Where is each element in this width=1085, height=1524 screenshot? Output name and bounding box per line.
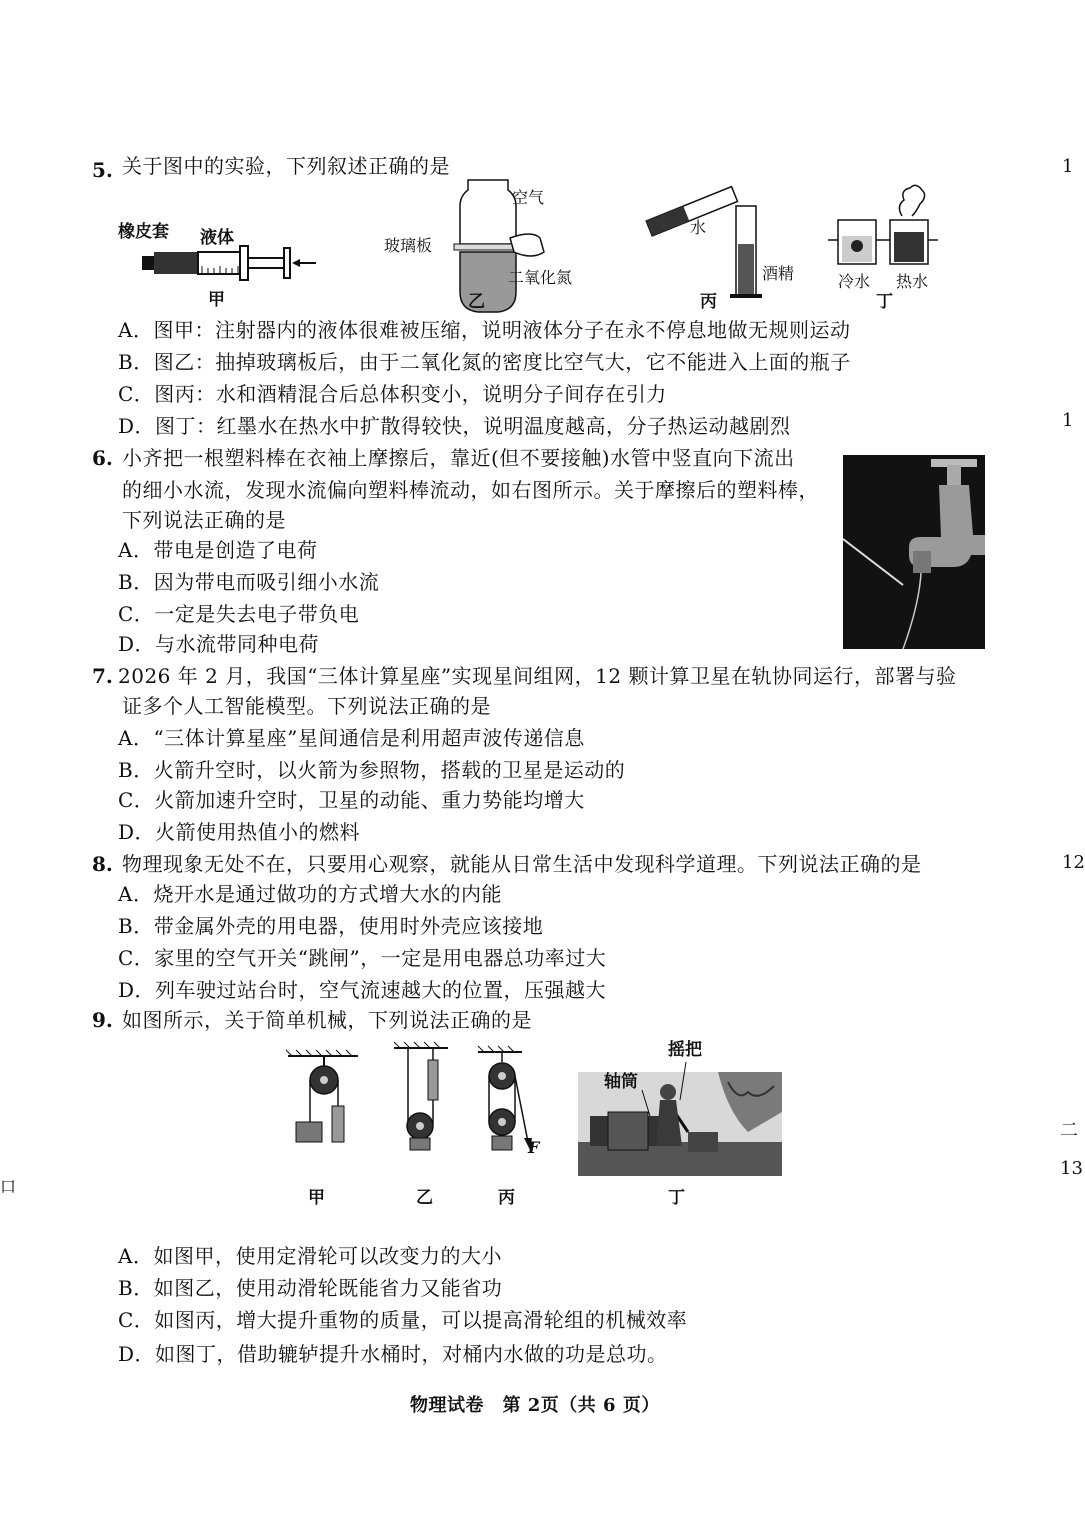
option-d: D．列车驶过站台时，空气流速越大的位置，压强越大 xyxy=(118,978,607,1002)
option-c: C．火箭加速升空时，卫星的动能、重力势能均增大 xyxy=(118,788,585,812)
option-b: B．图乙：抽掉玻璃板后，由于二氧化氮的密度比空气大，它不能进入上面的瓶子 xyxy=(118,350,851,374)
label-air: 空气 xyxy=(512,188,545,207)
question-stem-line: 证多个人工智能模型。下列说法正确的是 xyxy=(122,694,491,718)
option-c: C．图丙：水和酒精混合后总体积变小，说明分子间存在引力 xyxy=(118,382,667,406)
margin-mark: 二 xyxy=(1060,1120,1078,1141)
pulley-block-figure xyxy=(476,1046,556,1154)
label-force: F xyxy=(528,1138,540,1157)
question-number: 6. xyxy=(92,446,113,470)
faucet-photo xyxy=(843,455,985,649)
option-b: B．如图乙，使用动滑轮既能省力又能省功 xyxy=(118,1276,503,1300)
label-alcohol: 酒精 xyxy=(762,264,795,283)
margin-mark: 口 xyxy=(0,1177,17,1196)
question-stem-line: 的细小水流，发现水流偏向塑料棒流动，如右图所示。关于摩擦后的塑料棒， xyxy=(122,478,819,502)
question-stem: 物理现象无处不在，只要用心观察，就能从日常生活中发现科学道理。下列说法正确的是 xyxy=(122,852,922,876)
option-c: C．一定是失去电子带负电 xyxy=(118,602,360,626)
option-a: A．如图甲，使用定滑轮可以改变力的大小 xyxy=(118,1244,502,1268)
label-axle: 轴筒 xyxy=(604,1072,638,1092)
option-a: A．“三体计算星座”星间通信是利用超声波传递信息 xyxy=(118,726,585,750)
question-stem-line: 2026 年 2 月，我国“三体计算星座”实现星间组网，12 颗计算卫星在轨协同运行，部署与验 xyxy=(118,664,957,688)
option-b: B．带金属外壳的用电器，使用时外壳应该接地 xyxy=(118,914,544,938)
margin-mark: 1 xyxy=(1062,156,1074,177)
label-glass-plate: 玻璃板 xyxy=(384,236,433,255)
label-fig-bing: 丙 xyxy=(498,1188,515,1208)
label-handle: 摇把 xyxy=(668,1040,702,1060)
label-fig-yi: 乙 xyxy=(416,1188,433,1208)
question-stem-line: 小齐把一根塑料棒在衣袖上摩擦后，靠近(但不要接触)水管中竖直向下流出 xyxy=(122,446,795,470)
question-number: 9. xyxy=(92,1008,113,1032)
question-stem: 关于图中的实验，下列叙述正确的是 xyxy=(122,154,450,178)
water-alcohol-figure xyxy=(640,172,780,302)
pointer-lines xyxy=(620,1060,700,1120)
label-no2: 二氧化氮 xyxy=(508,268,573,287)
option-a: A．烧开水是通过做功的方式增大水的内能 xyxy=(118,882,502,906)
question-stem-line: 下列说法正确的是 xyxy=(122,508,286,532)
beakers-figure xyxy=(828,182,938,272)
label-fig-ding: 丁 xyxy=(876,292,893,312)
label-hot-water: 热水 xyxy=(896,272,929,291)
question-stem: 如图所示，关于简单机械，下列说法正确的是 xyxy=(122,1008,532,1032)
syringe-figure xyxy=(140,240,330,288)
page-footer: 物理试卷 第 2页（共 6 页） xyxy=(410,1395,660,1416)
fixed-pulley-figure xyxy=(284,1050,364,1150)
label-fig-bing: 丙 xyxy=(700,292,717,312)
label-cold-water: 冷水 xyxy=(838,272,871,291)
option-c: C．如图丙，增大提升重物的质量，可以提高滑轮组的机械效率 xyxy=(118,1308,688,1332)
option-b: B．火箭升空时，以火箭为参照物，搭载的卫星是运动的 xyxy=(118,758,626,782)
option-c: C．家里的空气开关“跳闸”，一定是用电器总功率过大 xyxy=(118,946,607,970)
question-number: 8. xyxy=(92,852,113,876)
movable-pulley-figure xyxy=(392,1042,452,1150)
option-d: D．图丁：红墨水在热水中扩散得较快，说明温度越高，分子热运动越剧烈 xyxy=(118,414,791,438)
margin-mark: 1 xyxy=(1062,410,1074,431)
label-water: 水 xyxy=(690,218,707,237)
option-d: D．与水流带同种电荷 xyxy=(118,632,320,656)
margin-mark: 13 xyxy=(1060,1158,1083,1179)
question-number: 7. xyxy=(92,664,113,688)
option-d: D．如图丁，借助辘轳提升水桶时，对桶内水做的功是总功。 xyxy=(118,1342,668,1366)
option-a: A．带电是创造了电荷 xyxy=(118,538,318,562)
option-d: D．火箭使用热值小的燃料 xyxy=(118,820,361,844)
option-a: A．图甲：注射器内的液体很难被压缩，说明液体分子在永不停息地做无规则运动 xyxy=(118,318,851,342)
label-liquid: 液体 xyxy=(200,228,234,248)
margin-mark: 12 xyxy=(1062,852,1085,873)
label-fig-yi: 乙 xyxy=(468,292,485,312)
label-fig-jia: 甲 xyxy=(308,1188,325,1208)
label-fig-jia: 甲 xyxy=(208,290,225,310)
question-number: 5. xyxy=(92,158,113,182)
option-b: B．因为带电而吸引细小水流 xyxy=(118,570,380,594)
label-rubber-cap: 橡皮套 xyxy=(118,222,169,242)
label-fig-ding: 丁 xyxy=(668,1188,685,1208)
